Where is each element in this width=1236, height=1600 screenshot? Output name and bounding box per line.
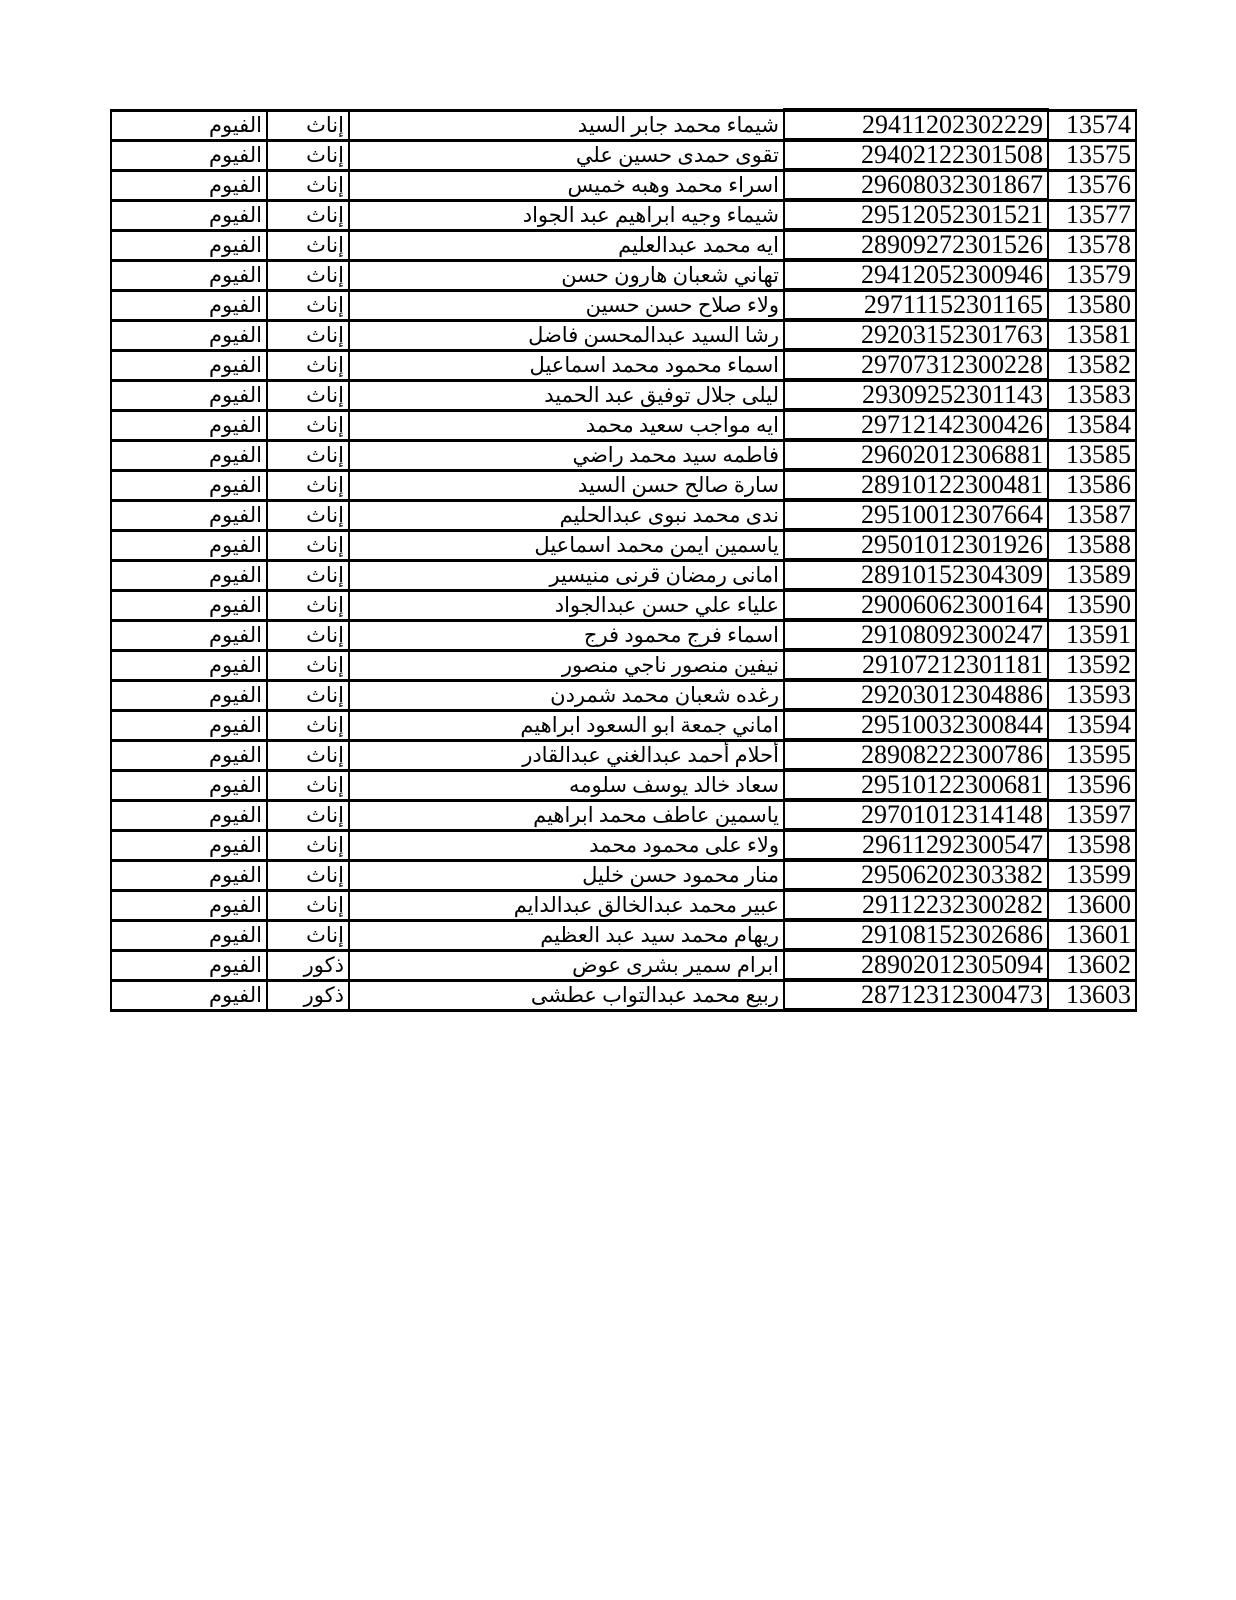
gender-cell: إناث xyxy=(267,860,349,890)
table-row xyxy=(111,290,1136,320)
governorate-cell: الفيوم xyxy=(111,890,267,920)
serial-number-cell: 13603 xyxy=(1048,980,1136,1010)
governorate-cell: الفيوم xyxy=(111,500,267,530)
gender-cell: إناث xyxy=(267,320,349,350)
governorate-cell: الفيوم xyxy=(111,920,267,950)
governorate-cell: الفيوم xyxy=(111,680,267,710)
table-row xyxy=(111,470,1136,500)
person-name-cell: نيفين منصور ناجي منصور xyxy=(349,650,784,680)
gender-cell: إناث xyxy=(267,530,349,560)
national-id-cell: 29506202303382 xyxy=(784,860,1048,890)
national-id-cell: 28910122300481 xyxy=(784,470,1048,500)
national-id-cell: 29510012307664 xyxy=(784,500,1048,530)
table-row xyxy=(111,650,1136,680)
table-row xyxy=(111,230,1136,260)
person-name-cell: شيماء وجيه ابراهيم عبد الجواد xyxy=(349,200,784,230)
table-row xyxy=(111,560,1136,590)
person-name-cell: ندى محمد نبوى عبدالحليم xyxy=(349,500,784,530)
national-id-cell: 29712142300426 xyxy=(784,410,1048,440)
serial-number-cell: 13577 xyxy=(1048,200,1136,230)
gender-cell: إناث xyxy=(267,140,349,170)
national-id-cell: 29309252301143 xyxy=(784,380,1048,410)
gender-cell: إناث xyxy=(267,170,349,200)
national-id-cell: 29510032300844 xyxy=(784,710,1048,740)
table-row xyxy=(111,410,1136,440)
governorate-cell: الفيوم xyxy=(111,440,267,470)
gender-cell: إناث xyxy=(267,770,349,800)
person-name-cell: شيماء محمد جابر السيد xyxy=(349,110,784,140)
table-row xyxy=(111,590,1136,620)
serial-number-cell: 13579 xyxy=(1048,260,1136,290)
national-id-cell: 29402122301508 xyxy=(784,140,1048,170)
governorate-cell: الفيوم xyxy=(111,320,267,350)
gender-cell: إناث xyxy=(267,350,349,380)
national-id-cell: 29608032301867 xyxy=(784,170,1048,200)
serial-number-cell: 13592 xyxy=(1048,650,1136,680)
gender-cell: إناث xyxy=(267,620,349,650)
national-id-cell: 29203152301763 xyxy=(784,320,1048,350)
national-id-cell: 28712312300473 xyxy=(784,980,1048,1010)
table-row xyxy=(111,920,1136,950)
roster-table-body xyxy=(111,110,1136,1010)
serial-number-cell: 13578 xyxy=(1048,230,1136,260)
serial-number-cell: 13584 xyxy=(1048,410,1136,440)
serial-number-cell: 13575 xyxy=(1048,140,1136,170)
gender-cell: إناث xyxy=(267,740,349,770)
governorate-cell: الفيوم xyxy=(111,290,267,320)
person-name-cell: عبير محمد عبدالخالق عبدالدايم xyxy=(349,890,784,920)
gender-cell: إناث xyxy=(267,110,349,140)
person-name-cell: سعاد خالد يوسف سلومه xyxy=(349,770,784,800)
national-id-cell: 29112232300282 xyxy=(784,890,1048,920)
serial-number-cell: 13580 xyxy=(1048,290,1136,320)
serial-number-cell: 13581 xyxy=(1048,320,1136,350)
governorate-cell: الفيوم xyxy=(111,980,267,1010)
gender-cell: إناث xyxy=(267,650,349,680)
serial-number-cell: 13586 xyxy=(1048,470,1136,500)
gender-cell: إناث xyxy=(267,560,349,590)
national-id-cell: 28902012305094 xyxy=(784,950,1048,980)
governorate-cell: الفيوم xyxy=(111,140,267,170)
serial-number-cell: 13593 xyxy=(1048,680,1136,710)
serial-number-cell: 13574 xyxy=(1048,110,1136,140)
governorate-cell: الفيوم xyxy=(111,860,267,890)
gender-cell: إناث xyxy=(267,380,349,410)
gender-cell: إناث xyxy=(267,290,349,320)
person-name-cell: رغده شعبان محمد شمردن xyxy=(349,680,784,710)
person-name-cell: اسماء محمود محمد اسماعيل xyxy=(349,350,784,380)
national-id-cell: 29602012306881 xyxy=(784,440,1048,470)
serial-number-cell: 13588 xyxy=(1048,530,1136,560)
governorate-cell: الفيوم xyxy=(111,830,267,860)
person-name-cell: أحلام أحمد عبدالغني عبدالقادر xyxy=(349,740,784,770)
gender-cell: إناث xyxy=(267,200,349,230)
national-id-cell: 29108152302686 xyxy=(784,920,1048,950)
table-row xyxy=(111,320,1136,350)
gender-cell: إناث xyxy=(267,230,349,260)
national-id-cell: 29707312300228 xyxy=(784,350,1048,380)
table-row xyxy=(111,890,1136,920)
gender-cell: إناث xyxy=(267,830,349,860)
person-name-cell: ليلى جلال توفيق عبد الحميد xyxy=(349,380,784,410)
table-row xyxy=(111,680,1136,710)
national-id-cell: 28909272301526 xyxy=(784,230,1048,260)
national-id-cell: 29203012304886 xyxy=(784,680,1048,710)
serial-number-cell: 13602 xyxy=(1048,950,1136,980)
gender-cell: إناث xyxy=(267,440,349,470)
table-row xyxy=(111,170,1136,200)
person-name-cell: تقوى حمدى حسين علي xyxy=(349,140,784,170)
national-id-cell: 29510122300681 xyxy=(784,770,1048,800)
gender-cell: ذكور xyxy=(267,950,349,980)
table-row xyxy=(111,200,1136,230)
serial-number-cell: 13597 xyxy=(1048,800,1136,830)
national-id-cell: 29501012301926 xyxy=(784,530,1048,560)
national-id-cell: 28910152304309 xyxy=(784,560,1048,590)
person-name-cell: رشا السيد عبدالمحسن فاضل xyxy=(349,320,784,350)
person-name-cell: ولاء على محمود محمد xyxy=(349,830,784,860)
serial-number-cell: 13596 xyxy=(1048,770,1136,800)
person-name-cell: اسراء محمد وهبه خميس xyxy=(349,170,784,200)
table-row xyxy=(111,800,1136,830)
national-id-cell: 29701012314148 xyxy=(784,800,1048,830)
governorate-cell: الفيوم xyxy=(111,950,267,980)
gender-cell: إناث xyxy=(267,410,349,440)
serial-number-cell: 13598 xyxy=(1048,830,1136,860)
serial-number-cell: 13585 xyxy=(1048,440,1136,470)
national-id-cell: 29412052300946 xyxy=(784,260,1048,290)
table-row xyxy=(111,110,1136,140)
governorate-cell: الفيوم xyxy=(111,110,267,140)
table-row xyxy=(111,140,1136,170)
table-row xyxy=(111,380,1136,410)
governorate-cell: الفيوم xyxy=(111,530,267,560)
serial-number-cell: 13599 xyxy=(1048,860,1136,890)
person-name-cell: ايه مواجب سعيد محمد xyxy=(349,410,784,440)
governorate-cell: الفيوم xyxy=(111,740,267,770)
gender-cell: إناث xyxy=(267,260,349,290)
person-name-cell: تهاني شعبان هارون حسن xyxy=(349,260,784,290)
table-row xyxy=(111,500,1136,530)
governorate-cell: الفيوم xyxy=(111,260,267,290)
governorate-cell: الفيوم xyxy=(111,650,267,680)
gender-cell: ذكور xyxy=(267,980,349,1010)
person-name-cell: علياء علي حسن عبدالجواد xyxy=(349,590,784,620)
serial-number-cell: 13590 xyxy=(1048,590,1136,620)
table-row xyxy=(111,980,1136,1010)
serial-number-cell: 13594 xyxy=(1048,710,1136,740)
gender-cell: إناث xyxy=(267,920,349,950)
table-row xyxy=(111,740,1136,770)
table-row xyxy=(111,260,1136,290)
gender-cell: إناث xyxy=(267,590,349,620)
national-id-cell: 29107212301181 xyxy=(784,650,1048,680)
table-row xyxy=(111,830,1136,860)
gender-cell: إناث xyxy=(267,500,349,530)
gender-cell: إناث xyxy=(267,710,349,740)
national-id-cell: 29006062300164 xyxy=(784,590,1048,620)
governorate-cell: الفيوم xyxy=(111,770,267,800)
governorate-cell: الفيوم xyxy=(111,470,267,500)
governorate-cell: الفيوم xyxy=(111,200,267,230)
gender-cell: إناث xyxy=(267,680,349,710)
serial-number-cell: 13600 xyxy=(1048,890,1136,920)
table-row xyxy=(111,350,1136,380)
national-id-cell: 29611292300547 xyxy=(784,830,1048,860)
person-name-cell: ريهام محمد سيد عبد العظيم xyxy=(349,920,784,950)
national-id-cell: 29411202302229 xyxy=(784,110,1048,140)
person-name-cell: ولاء صلاح حسن حسين xyxy=(349,290,784,320)
serial-number-cell: 13583 xyxy=(1048,380,1136,410)
national-id-cell: 29512052301521 xyxy=(784,200,1048,230)
person-name-cell: اسماء فرج محمود فرج xyxy=(349,620,784,650)
serial-number-cell: 13601 xyxy=(1048,920,1136,950)
governorate-cell: الفيوم xyxy=(111,410,267,440)
table-row xyxy=(111,620,1136,650)
person-name-cell: فاطمه سيد محمد راضي xyxy=(349,440,784,470)
governorate-cell: الفيوم xyxy=(111,170,267,200)
gender-cell: إناث xyxy=(267,800,349,830)
person-name-cell: اماني جمعة ابو السعود ابراهيم xyxy=(349,710,784,740)
serial-number-cell: 13589 xyxy=(1048,560,1136,590)
serial-number-cell: 13587 xyxy=(1048,500,1136,530)
table-row xyxy=(111,770,1136,800)
person-name-cell: ايه محمد عبدالعليم xyxy=(349,230,784,260)
person-name-cell: منار محمود حسن خليل xyxy=(349,860,784,890)
governorate-cell: الفيوم xyxy=(111,560,267,590)
serial-number-cell: 13576 xyxy=(1048,170,1136,200)
governorate-cell: الفيوم xyxy=(111,230,267,260)
table-row xyxy=(111,950,1136,980)
table-row xyxy=(111,440,1136,470)
governorate-cell: الفيوم xyxy=(111,800,267,830)
governorate-cell: الفيوم xyxy=(111,590,267,620)
gender-cell: إناث xyxy=(267,890,349,920)
table-row xyxy=(111,860,1136,890)
governorate-cell: الفيوم xyxy=(111,710,267,740)
governorate-cell: الفيوم xyxy=(111,380,267,410)
person-name-cell: ياسمين ايمن محمد اسماعيل xyxy=(349,530,784,560)
person-name-cell: سارة صالح حسن السيد xyxy=(349,470,784,500)
serial-number-cell: 13591 xyxy=(1048,620,1136,650)
national-id-cell: 28908222300786 xyxy=(784,740,1048,770)
national-id-cell: 29711152301165 xyxy=(784,290,1048,320)
serial-number-cell: 13595 xyxy=(1048,740,1136,770)
person-name-cell: امانى رمضان قرنى منيسير xyxy=(349,560,784,590)
table-row xyxy=(111,710,1136,740)
roster-table xyxy=(110,108,1137,1012)
national-id-cell: 29108092300247 xyxy=(784,620,1048,650)
table-row xyxy=(111,530,1136,560)
governorate-cell: الفيوم xyxy=(111,620,267,650)
serial-number-cell: 13582 xyxy=(1048,350,1136,380)
gender-cell: إناث xyxy=(267,470,349,500)
person-name-cell: ياسمين عاطف محمد ابراهيم xyxy=(349,800,784,830)
governorate-cell: الفيوم xyxy=(111,350,267,380)
person-name-cell: ابرام سمير بشرى عوض xyxy=(349,950,784,980)
person-name-cell: ربيع محمد عبدالتواب عطشى xyxy=(349,980,784,1010)
